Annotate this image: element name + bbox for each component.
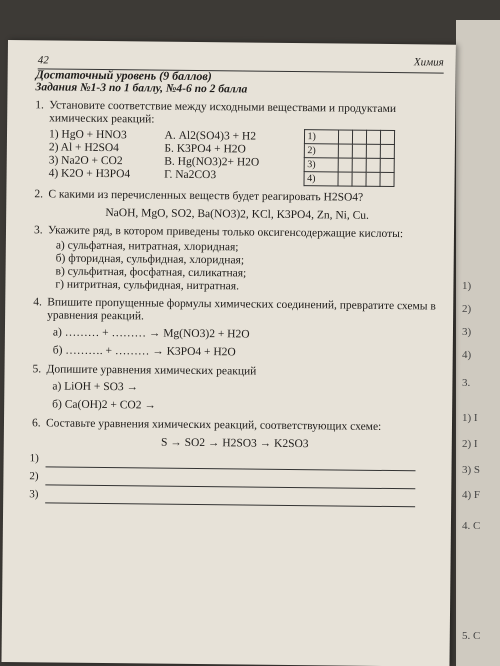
answer-option: г) нитритная, сульфидная, нитратная. <box>55 278 240 293</box>
next-page-line: 4) F <box>462 489 481 501</box>
next-page-line: 5. C <box>462 630 481 642</box>
next-page-edge <box>456 20 500 666</box>
question-3 <box>33 224 440 295</box>
grid-cell[interactable] <box>366 144 380 158</box>
grid-label: 3) <box>304 158 338 172</box>
substance-list: NaOH, MgO, SO2, Ba(NO3)2, KCl, K3PO4, Zn, Ni, Cu. <box>105 207 370 222</box>
reactant-item: 3) Na2O + CO2 <box>48 154 123 168</box>
next-page-line: 2) I <box>462 438 478 450</box>
next-page-line: 3) <box>462 326 472 338</box>
grid-cell[interactable] <box>380 144 394 158</box>
line-label: 1) <box>29 452 39 465</box>
question-text: Составьте уравнения химических реакций, соответствующих схеме: <box>45 417 382 433</box>
next-page-line: 1) <box>462 280 472 292</box>
reaction-scheme: S → SO2 → H2SO3 → K2SO3 <box>160 436 309 451</box>
grid-cell[interactable] <box>352 172 366 186</box>
answer-option: а) сульфатная, нитратная, хлоридная; <box>55 239 239 254</box>
grid-cell[interactable] <box>366 130 380 144</box>
question-4 <box>33 296 440 362</box>
subject-title: Химия <box>413 56 444 69</box>
question-5 <box>32 363 438 416</box>
product-item: Г. Na2CO3 <box>164 168 217 182</box>
level-title: Достаточный уровень (9 баллов) <box>35 67 212 84</box>
grid-cell[interactable] <box>380 172 394 186</box>
grid-cell[interactable] <box>352 130 366 144</box>
product-item: В. Hg(NO3)2+ H2O <box>164 155 260 169</box>
next-page-line: 3. <box>462 377 471 389</box>
next-page-line: 2) <box>462 303 472 315</box>
grid-cell[interactable] <box>352 158 366 172</box>
question-text: Допишите уравнения химических реакций <box>46 363 257 378</box>
equation-a: а) LiOH + SO3 → <box>52 380 139 394</box>
next-page-line: 3) S <box>462 464 481 476</box>
question-2 <box>34 188 440 223</box>
question-number: 4. <box>33 296 42 309</box>
grid-cell[interactable] <box>366 158 380 172</box>
worksheet-page <box>1 40 455 666</box>
reactant-item: 2) Al + H2SO4 <box>48 141 119 155</box>
question-number: 5. <box>32 363 42 376</box>
scheme-a: а) ……… + ……… → Mg(NO3)2 + H2O <box>52 326 250 341</box>
scheme-b: б) ………. + ……… → K3PO4 + H2O <box>52 344 236 359</box>
grid-cell[interactable] <box>338 172 352 186</box>
answer-grid <box>303 129 395 187</box>
next-page-line: 4. C <box>462 520 481 532</box>
answer-lines <box>31 452 438 510</box>
grid-cell[interactable] <box>380 130 394 144</box>
next-page-line: 4) <box>462 349 472 361</box>
answer-option: в) сульфитная, фосфатная, силикатная; <box>55 265 247 280</box>
product-item: Б. K3PO4 + H2O <box>164 142 246 156</box>
grid-cell[interactable] <box>366 172 380 186</box>
question-text: Установите соответствие между исходными веществами и продуктами химических реакций: <box>49 99 397 126</box>
question-text: С какими из перечисленных веществ будет реагировать H2SO4? <box>48 188 364 204</box>
question-number: 2. <box>34 188 44 201</box>
grid-label: 4) <box>304 172 338 186</box>
grid-label: 1) <box>304 130 338 144</box>
next-page-line: 1) I <box>462 412 478 424</box>
matching-options <box>49 128 442 187</box>
grid-cell[interactable] <box>338 144 352 158</box>
tasks-note: Задания №1-3 по 1 баллу, №4-6 по 2 балла <box>35 81 248 96</box>
page-content <box>31 68 442 510</box>
question-text: Впишите пропущенные формулы химических соединений, превратите схемы в уравнения реакций. <box>47 296 436 323</box>
line-label: 2) <box>29 470 39 483</box>
question-number: 1. <box>35 99 45 112</box>
page-number: 42 <box>37 54 49 67</box>
grid-label: 2) <box>304 144 338 158</box>
question-text: Укажите ряд, в котором приведены только оксигенсодержащие кислоты: <box>47 224 404 241</box>
equation-b: б) Ca(OH)2 + CO2 → <box>52 398 156 412</box>
grid-cell[interactable] <box>338 158 352 172</box>
line-label: 3) <box>29 488 39 501</box>
question-6 <box>31 417 438 510</box>
product-item: А. Al2(SO4)3 + H2 <box>164 129 257 143</box>
grid-cell[interactable] <box>352 144 366 158</box>
question-number: 3. <box>33 224 43 237</box>
reactant-item: 4) K2O + H3PO4 <box>48 167 131 181</box>
question-number: 6. <box>31 417 41 430</box>
reactant-item: 1) HgO + HNO3 <box>48 128 127 142</box>
answer-option: б) фторидная, сульфидная, хлоридная; <box>55 252 245 267</box>
grid-cell[interactable] <box>338 130 352 144</box>
grid-cell[interactable] <box>380 158 394 172</box>
answer-line[interactable] <box>29 488 437 510</box>
question-1 <box>35 99 442 187</box>
